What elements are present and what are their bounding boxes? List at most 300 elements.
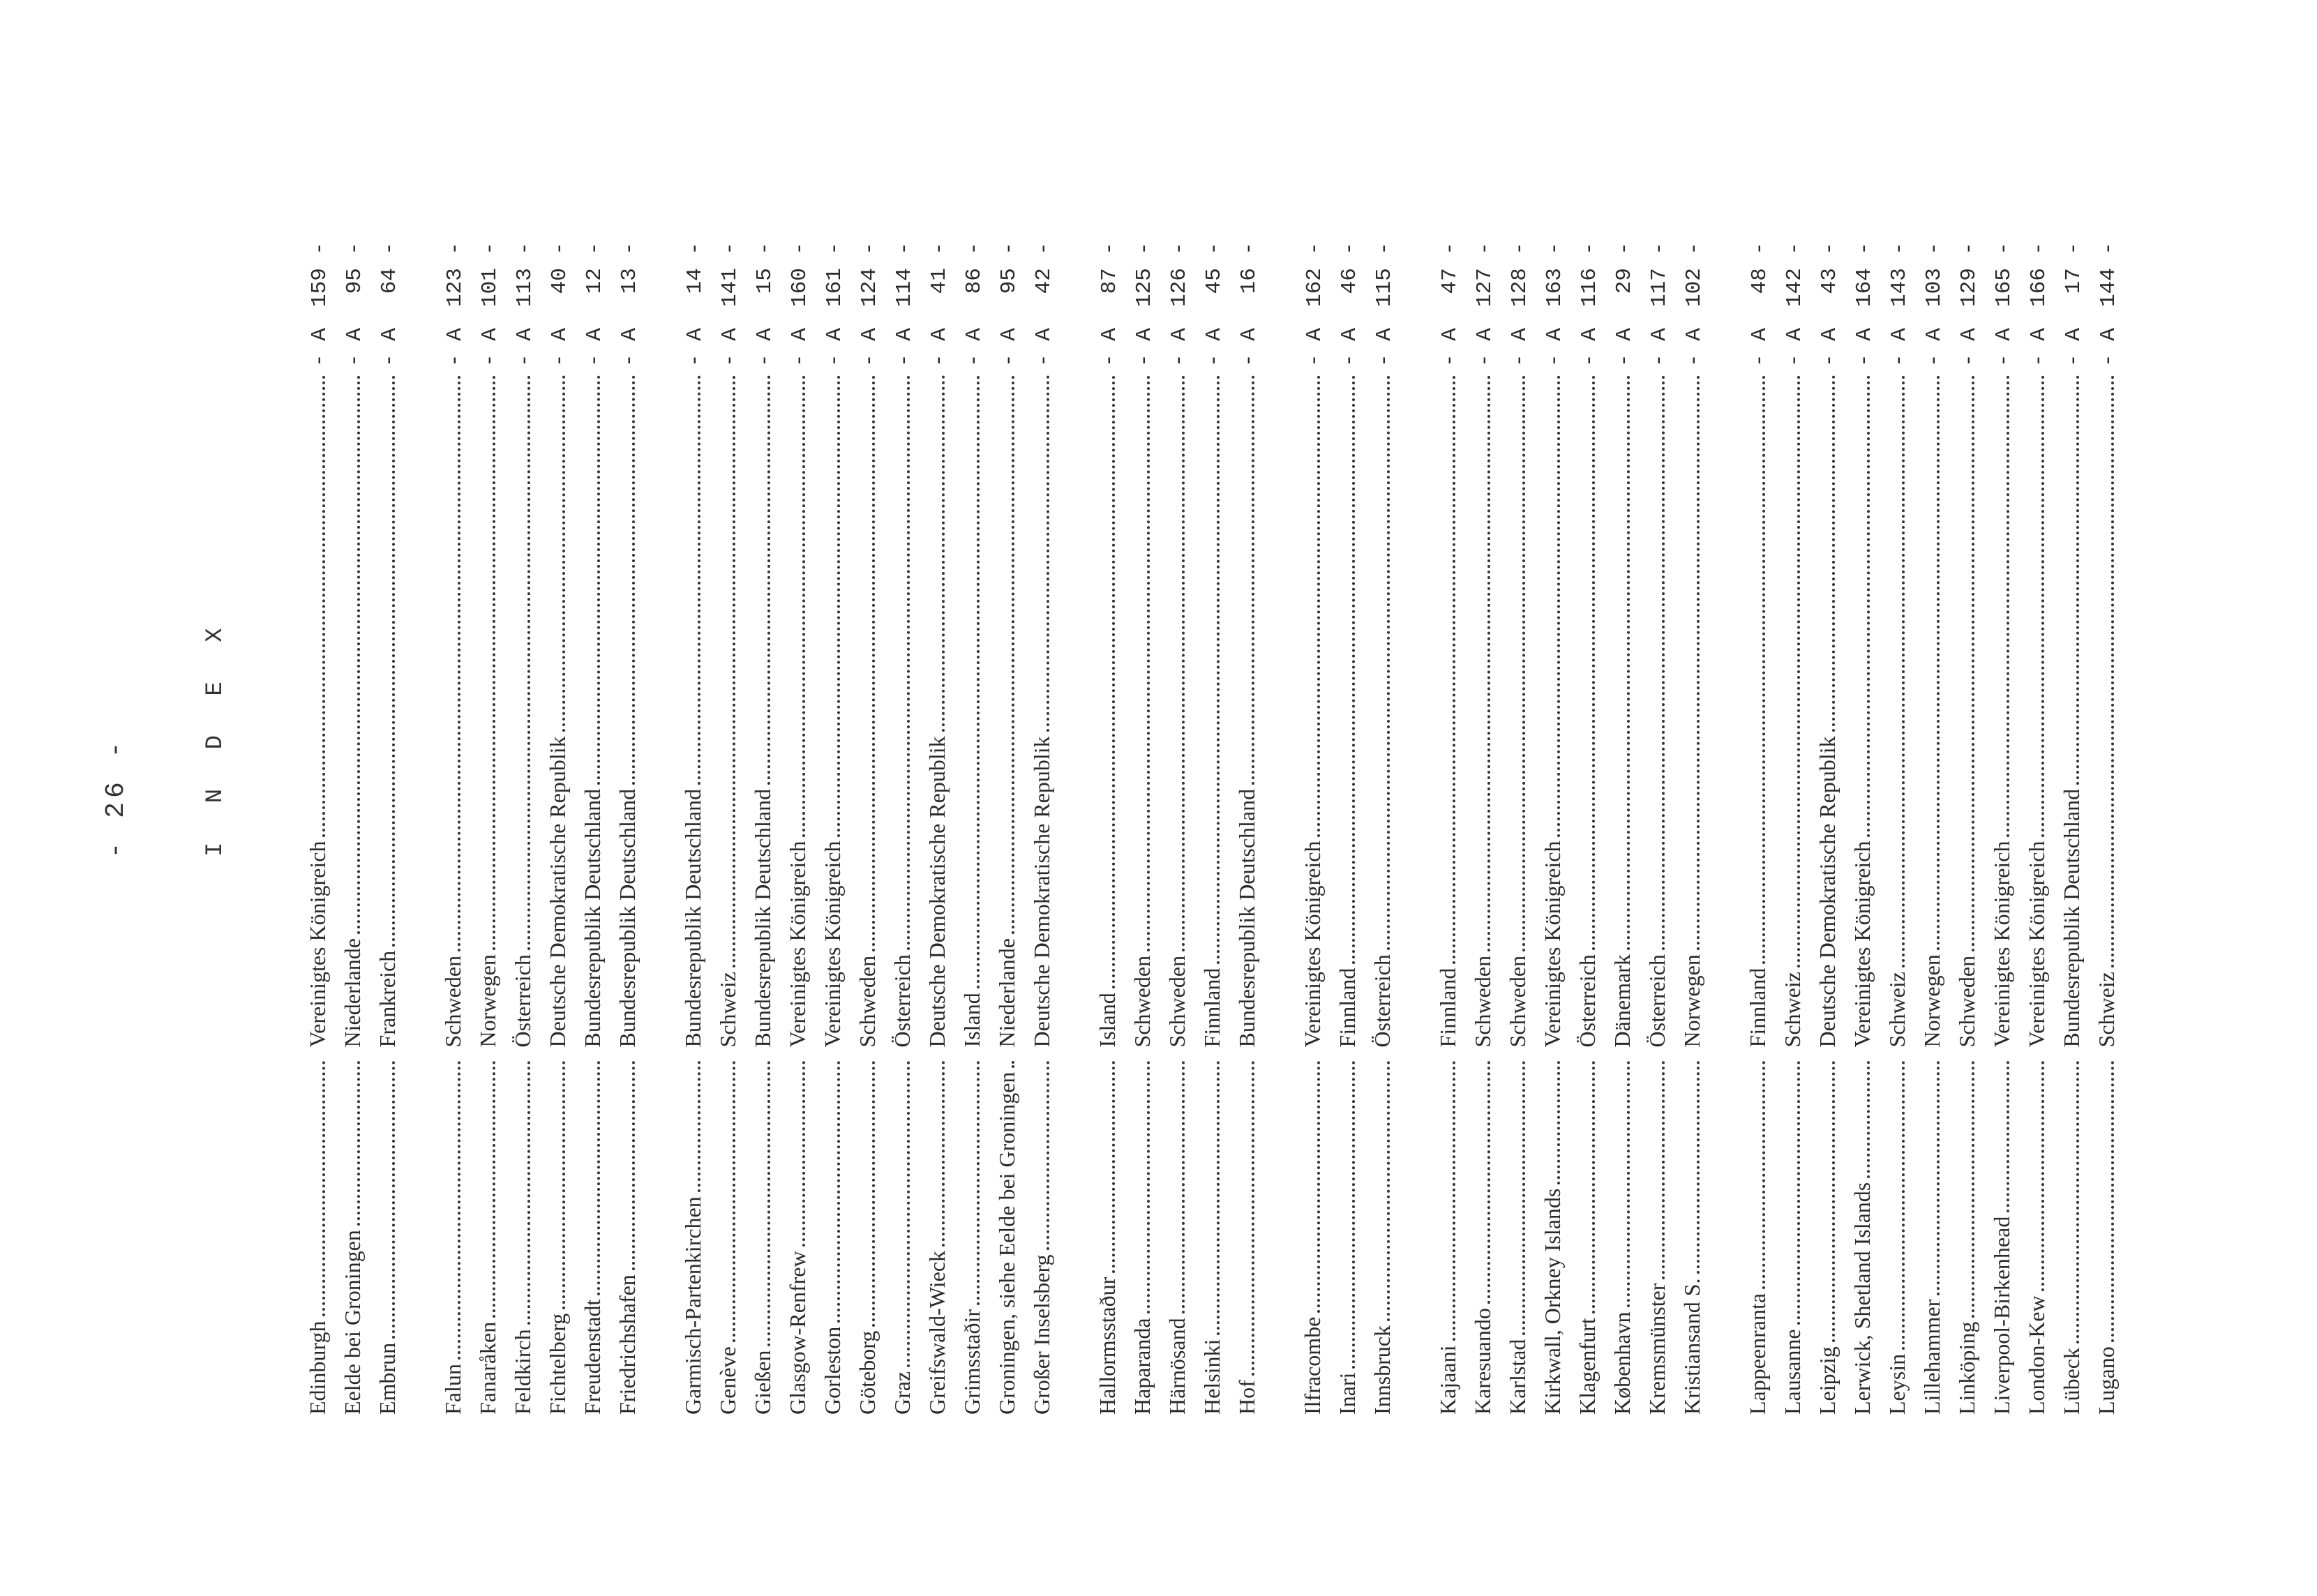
dot-leader xyxy=(1832,1061,1835,1342)
ref-prefix: - A xyxy=(1852,328,1877,367)
dot-leader xyxy=(562,1061,565,1309)
ref-suffix: - xyxy=(927,241,952,269)
country-name: Vereinigtes Königreich xyxy=(1300,841,1325,1048)
country-cell xyxy=(1194,375,1229,1047)
page-reference xyxy=(887,159,922,367)
dot-leader xyxy=(733,375,735,968)
country-name: Deutsche Demokratische Republik xyxy=(1815,736,1840,1048)
dot-leader xyxy=(1047,375,1049,732)
country-name: Niederlande xyxy=(340,938,365,1048)
ref-prefix: - A xyxy=(1508,328,1532,367)
dot-leader xyxy=(2111,1061,2114,1342)
dot-leader xyxy=(1972,1061,1974,1317)
country-name: Schweden xyxy=(1164,955,1190,1048)
place-cell xyxy=(1365,1061,1400,1415)
index-entry xyxy=(954,159,989,1415)
dot-leader xyxy=(837,375,840,837)
place-cell xyxy=(505,1061,540,1415)
place-name: Eelde bei Groningen xyxy=(340,1230,365,1415)
place-name: Greifswald-Wieck xyxy=(924,1250,950,1415)
ref-suffix: - xyxy=(1202,241,1227,269)
ref-prefix: - A xyxy=(1132,328,1157,367)
page-reference xyxy=(373,159,407,367)
ref-suffix: - xyxy=(2097,241,2121,269)
country-name: Vereinigtes Königreich xyxy=(2024,841,2049,1048)
ref-suffix: - xyxy=(2027,241,2051,269)
dot-leader xyxy=(562,375,565,732)
place-name: Feldkirch xyxy=(510,1329,535,1415)
dot-leader xyxy=(632,375,635,785)
place-cell xyxy=(1295,1061,1330,1415)
dot-leader xyxy=(597,375,600,785)
page-reference xyxy=(1468,159,1503,367)
ref-suffix: - xyxy=(683,241,707,269)
ref-prefix: - A xyxy=(2097,328,2121,367)
country-cell xyxy=(1949,375,1984,1047)
place-cell xyxy=(1810,1061,1845,1415)
ref-number: 86 xyxy=(962,268,987,294)
dot-leader xyxy=(2076,1061,2079,1343)
index-entry xyxy=(1365,159,1400,1415)
dot-leader xyxy=(1902,1061,1905,1349)
index-entry xyxy=(540,159,575,1415)
dot-leader xyxy=(392,1061,395,1338)
dot-leader xyxy=(2041,375,2044,837)
page-reference xyxy=(2022,159,2057,367)
page-title: I N D E X xyxy=(202,615,229,857)
place-name: Gießen xyxy=(750,1350,775,1415)
country-name: Island xyxy=(1095,993,1120,1048)
page-reference xyxy=(1197,159,1232,367)
country-cell xyxy=(1465,375,1500,1047)
place-cell xyxy=(885,1061,920,1415)
country-name: Bundesrepublik Deutschland xyxy=(1234,788,1259,1048)
ref-prefix: - A xyxy=(583,328,607,367)
dot-leader xyxy=(1252,375,1254,785)
ref-prefix: - A xyxy=(1957,328,1981,367)
country-name: Deutsche Demokratische Republik xyxy=(924,736,950,1048)
page-reference xyxy=(613,159,647,367)
dot-leader xyxy=(392,375,395,947)
country-cell xyxy=(780,375,815,1047)
ref-prefix: - A xyxy=(1202,328,1227,367)
index-entry xyxy=(1845,159,1880,1415)
ref-suffix: - xyxy=(377,241,402,269)
index-group xyxy=(1430,159,1709,1415)
index-entry xyxy=(1430,159,1465,1415)
place-name: Kajaani xyxy=(1435,1345,1460,1415)
place-cell xyxy=(540,1061,575,1415)
index-entry xyxy=(675,159,710,1415)
dot-leader xyxy=(1627,1061,1630,1307)
dot-leader xyxy=(1762,1061,1765,1288)
ref-prefix: - A xyxy=(997,328,1021,367)
country-name: Österreich xyxy=(890,954,915,1048)
page-reference xyxy=(1093,159,1127,367)
ref-number: 160 xyxy=(788,268,812,307)
dot-leader xyxy=(1352,1061,1355,1368)
ref-suffix: - xyxy=(718,241,742,269)
ref-prefix: - A xyxy=(548,328,572,367)
dot-leader xyxy=(872,375,875,951)
ref-number: 163 xyxy=(1543,268,1567,307)
ref-number: 126 xyxy=(1167,268,1192,307)
ref-prefix: - A xyxy=(1817,328,1842,367)
ref-suffix: - xyxy=(1748,241,1772,269)
ref-number: 161 xyxy=(823,268,847,307)
country-name: Österreich xyxy=(510,954,535,1048)
ref-number: 159 xyxy=(308,268,332,307)
place-cell xyxy=(435,1061,470,1415)
index-entry xyxy=(1535,159,1570,1415)
country-name: Schweiz xyxy=(1780,972,1805,1048)
country-name: Vereinigtes Königreich xyxy=(305,841,330,1048)
ref-suffix: - xyxy=(1647,241,1672,269)
ref-number: 14 xyxy=(683,268,707,294)
ref-suffix: - xyxy=(1612,241,1637,269)
dot-leader xyxy=(1662,1061,1665,1279)
dot-leader xyxy=(2111,375,2114,968)
place-name: Linköping xyxy=(1954,1321,1979,1415)
country-cell xyxy=(1090,375,1125,1047)
place-cell xyxy=(1465,1061,1500,1415)
ref-number: 45 xyxy=(1202,268,1227,294)
dot-leader xyxy=(1797,375,1800,968)
index-entry xyxy=(1125,159,1160,1415)
country-cell xyxy=(815,375,850,1047)
ref-suffix: - xyxy=(617,241,642,269)
ref-number: 144 xyxy=(2097,268,2121,307)
country-cell xyxy=(1810,375,1845,1047)
index-entry xyxy=(370,159,405,1415)
country-cell xyxy=(1229,375,1264,1047)
place-cell xyxy=(675,1061,710,1415)
index-entry xyxy=(2089,159,2124,1415)
dot-leader xyxy=(733,1061,735,1342)
dot-leader xyxy=(1112,375,1115,988)
country-name: Vereinigtes Königreich xyxy=(820,841,845,1048)
place-cell xyxy=(920,1061,954,1415)
dot-leader xyxy=(1972,375,1974,951)
ref-suffix: - xyxy=(1132,241,1157,269)
place-cell xyxy=(1090,1061,1125,1415)
ref-number: 64 xyxy=(377,268,402,294)
place-name: Edinburgh xyxy=(305,1320,330,1415)
page-reference xyxy=(853,159,887,367)
ref-prefix: - A xyxy=(1237,328,1261,367)
ref-prefix: - A xyxy=(308,328,332,367)
ref-prefix: - A xyxy=(1647,328,1672,367)
dot-leader xyxy=(698,375,700,785)
ref-number: 102 xyxy=(1682,268,1707,307)
page-reference xyxy=(2092,159,2127,367)
page-reference xyxy=(713,159,748,367)
page-reference xyxy=(2057,159,2092,367)
ref-number: 166 xyxy=(2027,268,2051,307)
country-name: Schweiz xyxy=(1884,972,1910,1048)
page-reference xyxy=(1778,159,1813,367)
dot-leader xyxy=(1867,1061,1870,1177)
place-cell xyxy=(1194,1061,1229,1415)
place-cell xyxy=(780,1061,815,1415)
ref-suffix: - xyxy=(1783,241,1807,269)
dot-leader xyxy=(493,375,495,950)
index-entry xyxy=(470,159,505,1415)
page-reference xyxy=(1607,159,1642,367)
ref-prefix: - A xyxy=(962,328,987,367)
dot-leader xyxy=(357,375,360,934)
country-cell xyxy=(1914,375,1949,1047)
dot-leader xyxy=(802,375,805,837)
dot-leader xyxy=(1252,1061,1254,1376)
index-entry xyxy=(300,159,335,1415)
dot-leader xyxy=(1487,1061,1490,1304)
index-group xyxy=(1090,159,1264,1415)
index-entry xyxy=(505,159,540,1415)
place-cell xyxy=(335,1061,370,1415)
ref-number: 46 xyxy=(1337,268,1362,294)
country-cell xyxy=(1160,375,1194,1047)
place-cell xyxy=(1535,1061,1570,1415)
page-reference xyxy=(1162,159,1197,367)
place-name: Innsbruck xyxy=(1370,1325,1395,1415)
dot-leader xyxy=(767,1061,770,1346)
page-number: - 26 - xyxy=(101,737,131,859)
ref-number: 116 xyxy=(1577,268,1602,307)
index-entry xyxy=(1570,159,1605,1415)
ref-number: 123 xyxy=(443,268,467,307)
dot-leader xyxy=(458,1061,460,1360)
ref-prefix: - A xyxy=(1303,328,1327,367)
index-entry xyxy=(1914,159,1949,1415)
place-cell xyxy=(815,1061,850,1415)
index-group xyxy=(675,159,1059,1415)
index-entry xyxy=(989,159,1024,1415)
country-name: Island xyxy=(959,993,984,1048)
ref-prefix: - A xyxy=(683,328,707,367)
place-cell xyxy=(1740,1061,1775,1415)
place-name: Inari xyxy=(1335,1372,1360,1415)
country-cell xyxy=(300,375,335,1047)
ref-number: 95 xyxy=(997,268,1021,294)
country-name: Schweiz xyxy=(715,972,740,1048)
page-reference xyxy=(1298,159,1333,367)
country-name: Schweiz xyxy=(2094,972,2119,1048)
country-name: Österreich xyxy=(1575,954,1600,1048)
ref-number: 48 xyxy=(1748,268,1772,294)
ref-number: 124 xyxy=(857,268,882,307)
place-name: Freudenstadt xyxy=(580,1299,605,1415)
ref-number: 125 xyxy=(1132,268,1157,307)
country-cell xyxy=(1500,375,1535,1047)
place-cell xyxy=(1570,1061,1605,1415)
dot-leader xyxy=(1147,1061,1150,1313)
place-name: København xyxy=(1610,1311,1635,1415)
place-name: Friedrichshafen xyxy=(615,1274,640,1415)
place-name: Gorleston xyxy=(820,1326,845,1415)
place-cell xyxy=(1330,1061,1365,1415)
dot-leader xyxy=(1867,375,1870,837)
country-name: Schweden xyxy=(1954,955,1979,1048)
ref-suffix: - xyxy=(1957,241,1981,269)
index-entry xyxy=(1500,159,1535,1415)
country-cell xyxy=(2089,375,2124,1047)
place-name: Härnösand xyxy=(1164,1318,1190,1415)
dot-leader xyxy=(837,1061,840,1322)
page-reference xyxy=(1333,159,1367,367)
ref-suffix: - xyxy=(478,241,502,269)
ref-suffix: - xyxy=(1887,241,1912,269)
page-reference xyxy=(338,159,373,367)
country-cell xyxy=(2019,375,2054,1047)
place-cell xyxy=(1640,1061,1674,1415)
place-cell xyxy=(1914,1061,1949,1415)
country-name: Niederlande xyxy=(994,938,1019,1048)
ref-suffix: - xyxy=(1852,241,1877,269)
dot-leader xyxy=(1352,375,1355,964)
place-cell xyxy=(850,1061,885,1415)
place-name: Großer Inselsberg xyxy=(1029,1254,1054,1415)
place-name: Ilfracombe xyxy=(1300,1316,1325,1415)
page-reference xyxy=(922,159,957,367)
place-name: Leipzig xyxy=(1815,1346,1840,1415)
page-reference xyxy=(957,159,992,367)
ref-suffix: - xyxy=(343,241,367,269)
country-name: Österreich xyxy=(1644,954,1670,1048)
dot-leader xyxy=(1317,375,1320,837)
ref-suffix: - xyxy=(788,241,812,269)
dot-leader xyxy=(1012,375,1014,934)
country-name: Finnland xyxy=(1435,968,1460,1048)
index-entry xyxy=(1194,159,1229,1415)
ref-prefix: - A xyxy=(377,328,402,367)
ref-number: 117 xyxy=(1647,268,1672,307)
country-name: Schweden xyxy=(440,955,465,1048)
place-name: Leysin xyxy=(1884,1353,1910,1415)
country-cell xyxy=(1125,375,1160,1047)
place-cell xyxy=(2019,1061,2054,1415)
ref-prefix: - A xyxy=(857,328,882,367)
dot-leader xyxy=(1557,375,1560,837)
page-reference xyxy=(678,159,713,367)
page-reference xyxy=(578,159,613,367)
index-entry xyxy=(780,159,815,1415)
ref-suffix: - xyxy=(548,241,572,269)
ref-prefix: - A xyxy=(478,328,502,367)
place-cell xyxy=(1984,1061,2019,1415)
country-cell xyxy=(1365,375,1400,1047)
ref-prefix: - A xyxy=(927,328,952,367)
page-reference xyxy=(1677,159,1712,367)
index-entry xyxy=(710,159,745,1415)
ref-prefix: - A xyxy=(443,328,467,367)
index-group xyxy=(300,159,405,1415)
place-name: Lübeck xyxy=(2059,1348,2084,1415)
country-cell xyxy=(470,375,505,1047)
country-name: Dänemark xyxy=(1610,954,1635,1048)
country-cell xyxy=(1640,375,1674,1047)
ref-suffix: - xyxy=(962,241,987,269)
place-name: Lappeenranta xyxy=(1745,1293,1770,1415)
country-cell xyxy=(1775,375,1810,1047)
country-cell xyxy=(745,375,780,1047)
place-cell xyxy=(710,1061,745,1415)
ref-number: 142 xyxy=(1783,268,1807,307)
ref-suffix: - xyxy=(753,241,777,269)
ref-prefix: - A xyxy=(1032,328,1056,367)
dot-leader xyxy=(1453,375,1455,964)
place-cell xyxy=(1949,1061,1984,1415)
country-name: Deutsche Demokratische Republik xyxy=(1029,736,1054,1048)
ref-number: 143 xyxy=(1887,268,1912,307)
place-cell xyxy=(745,1061,780,1415)
place-cell xyxy=(1125,1061,1160,1415)
ref-suffix: - xyxy=(857,241,882,269)
ref-prefix: - A xyxy=(892,328,917,367)
page-reference xyxy=(992,159,1027,367)
place-name: Lerwick, Shetland Islands xyxy=(1850,1182,1875,1415)
dot-leader xyxy=(357,1061,360,1226)
index-entry xyxy=(575,159,610,1415)
index-entry xyxy=(1330,159,1365,1415)
place-cell xyxy=(989,1061,1024,1415)
page-reference xyxy=(303,159,338,367)
dot-leader xyxy=(977,375,980,988)
place-name: Fanaråken xyxy=(475,1321,500,1415)
page-reference xyxy=(818,159,853,367)
ref-number: 164 xyxy=(1852,268,1877,307)
ref-suffix: - xyxy=(1543,241,1567,269)
place-name: Lausanne xyxy=(1780,1329,1805,1415)
dot-leader xyxy=(1832,375,1835,732)
ref-suffix: - xyxy=(443,241,467,269)
page-reference xyxy=(1952,159,1987,367)
dot-leader xyxy=(1937,1061,1940,1295)
page-reference xyxy=(1882,159,1917,367)
ref-number: 129 xyxy=(1957,268,1981,307)
place-name: Grimsstaðir xyxy=(959,1309,984,1415)
ref-prefix: - A xyxy=(1438,328,1462,367)
country-name: Bundesrepublik Deutschland xyxy=(750,788,775,1048)
dot-leader xyxy=(1182,375,1185,951)
ref-number: 17 xyxy=(2062,268,2086,294)
ref-number: 128 xyxy=(1508,268,1532,307)
country-cell xyxy=(505,375,540,1047)
place-cell xyxy=(2054,1061,2089,1415)
place-name: Helsinki xyxy=(1199,1339,1224,1415)
ref-prefix: - A xyxy=(1097,328,1122,367)
index-entry xyxy=(885,159,920,1415)
page-reference xyxy=(1917,159,1952,367)
dot-leader xyxy=(632,1061,635,1270)
index-entry xyxy=(920,159,954,1415)
dot-leader xyxy=(1387,375,1390,950)
country-name: Norwegen xyxy=(1679,954,1704,1048)
dot-leader xyxy=(527,375,530,950)
place-cell xyxy=(370,1061,405,1415)
ref-suffix: - xyxy=(823,241,847,269)
country-cell xyxy=(1845,375,1880,1047)
place-name: Kremsmünster xyxy=(1644,1283,1670,1415)
country-cell xyxy=(540,375,575,1047)
dot-leader xyxy=(767,375,770,785)
country-name: Vereinigtes Königreich xyxy=(1540,841,1565,1048)
dot-leader xyxy=(907,375,910,950)
dot-leader xyxy=(1697,1061,1700,1274)
page-reference xyxy=(1573,159,1607,367)
ref-suffix: - xyxy=(1438,241,1462,269)
ref-prefix: - A xyxy=(1473,328,1497,367)
